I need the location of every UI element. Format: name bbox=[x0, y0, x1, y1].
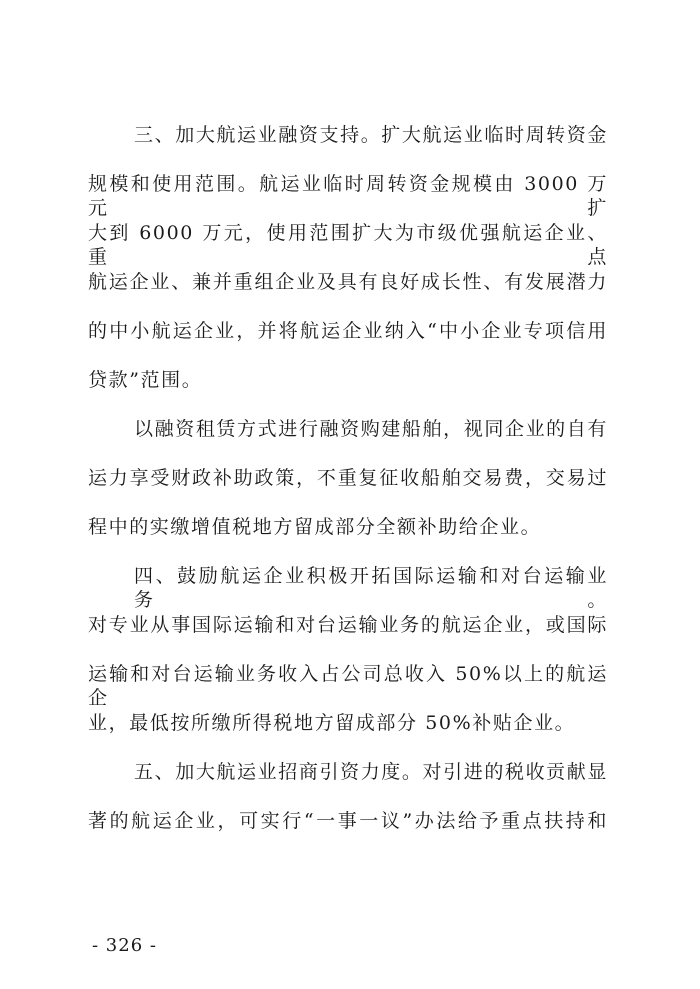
text-line-10: 四、鼓励航运企业积极开拓国际运输和对台运输业务。 bbox=[134, 565, 608, 611]
text-line-12: 运输和对台运输业务收入占公司总收入 50%以上的航运企 bbox=[88, 663, 608, 709]
text-line-14: 五、加大航运业招商引资力度。对引进的税收贡献显 bbox=[134, 761, 608, 783]
text-line-9: 程中的实缴增值税地方留成部分全额补助给企业。 bbox=[88, 516, 542, 538]
text-line-3: 大到 6000 万元，使用范围扩大为市级优强航运企业、重点 bbox=[88, 222, 608, 268]
text-line-2: 规模和使用范围。航运业临时周转资金规模由 3000 万元扩 bbox=[88, 173, 608, 219]
page-number: - 326 - bbox=[92, 935, 157, 956]
text-line-1: 三、加大航运业融资支持。扩大航运业临时周转资金 bbox=[134, 124, 608, 146]
text-line-8: 运力享受财政补助政策，不重复征收船舶交易费，交易过 bbox=[88, 467, 608, 489]
text-line-13: 业，最低按所缴所得税地方留成部分 50%补贴企业。 bbox=[88, 712, 576, 734]
text-line-11: 对专业从事国际运输和对台运输业务的航运企业，或国际 bbox=[88, 614, 608, 636]
text-line-5: 的中小航运企业，并将航运企业纳入“中小企业专项信用 bbox=[88, 320, 608, 342]
text-line-6: 贷款”范围。 bbox=[88, 369, 203, 391]
text-line-7: 以融资租赁方式进行融资购建船舶，视同企业的自有 bbox=[134, 418, 608, 440]
text-line-4: 航运企业、兼并重组企业及具有良好成长性、有发展潜力 bbox=[88, 271, 608, 293]
text-line-15: 著的航运企业，可实行“一事一议”办法给予重点扶持和 bbox=[88, 810, 608, 832]
